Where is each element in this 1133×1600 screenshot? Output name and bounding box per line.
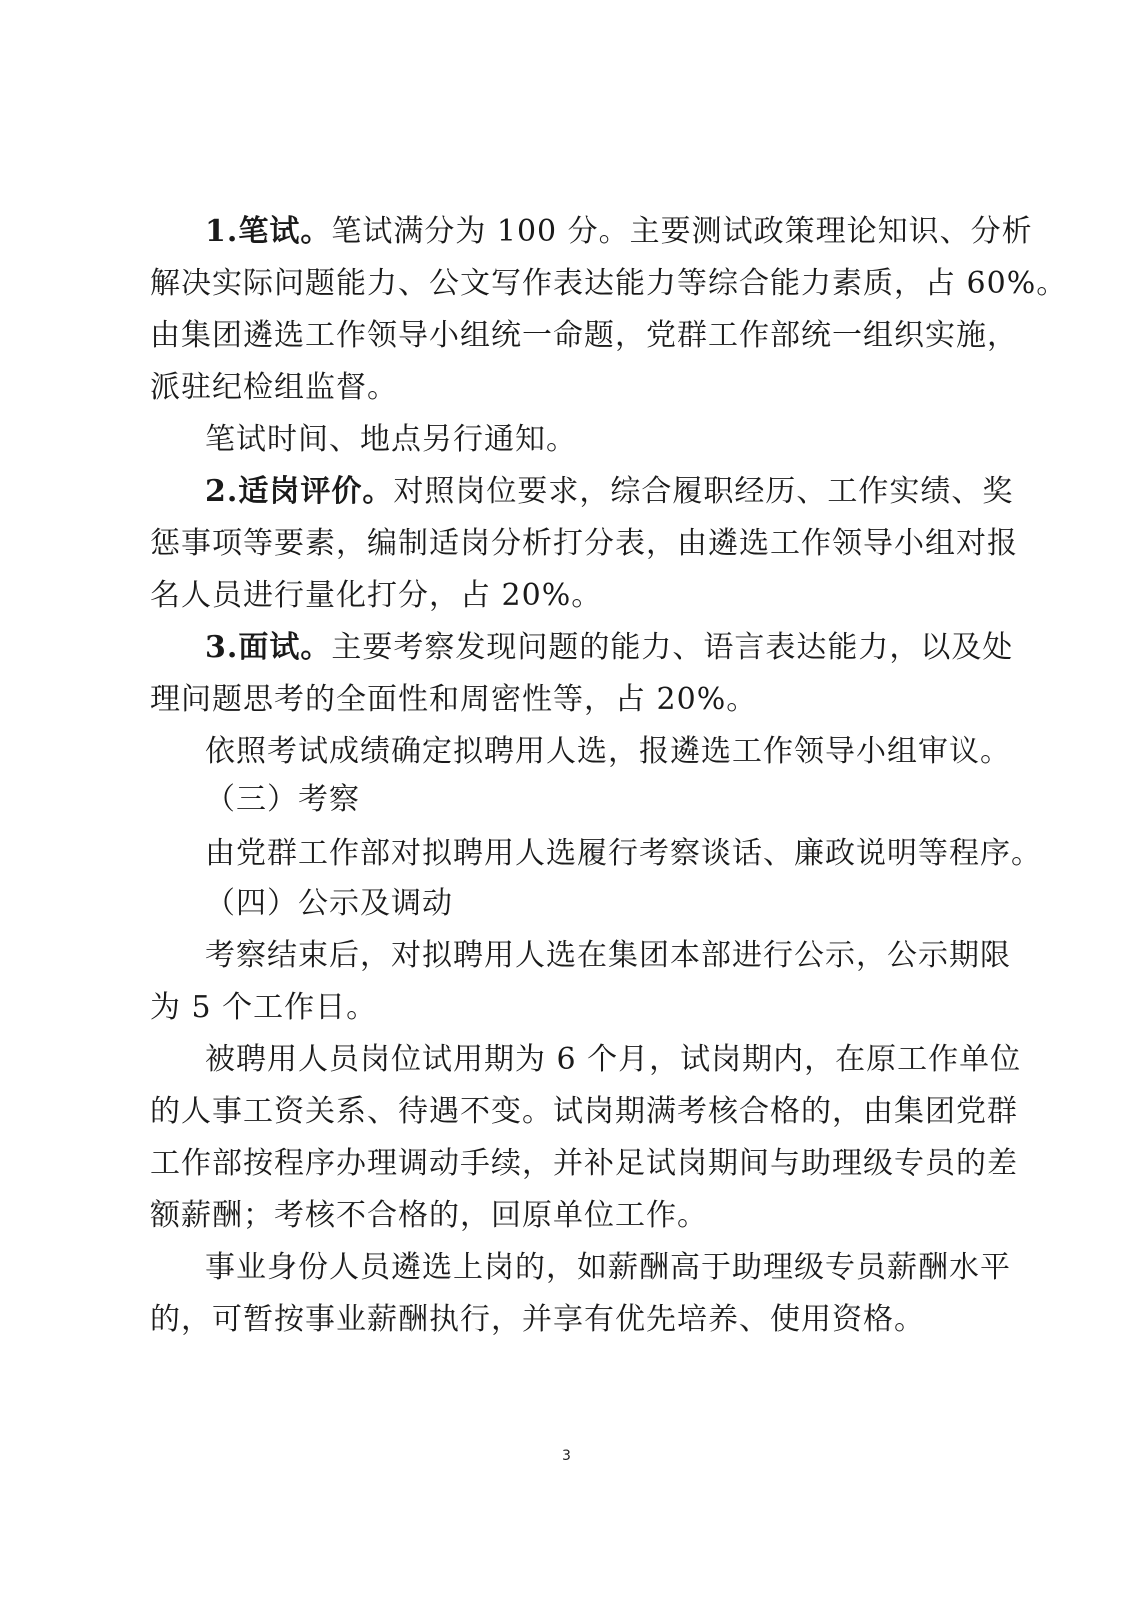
interview-result: 依照考试成绩确定拟聘用人选，报遴选工作领导小组审议。	[205, 734, 1011, 769]
written-exam-heading: 1.笔试。	[205, 214, 332, 249]
inspection-line-1: 由党群工作部对拟聘用人选履行考察谈话、廉政说明等程序。	[205, 836, 1042, 871]
inspection-heading: （三）考察	[205, 782, 360, 817]
written-exam-line-3: 由集团遴选工作领导小组统一命题，党群工作部统一组织实施，	[150, 318, 1018, 353]
written-exam-line-1	[205, 212, 1033, 252]
written-exam-notice: 笔试时间、地点另行通知。	[205, 422, 577, 457]
job-fit-line-2: 惩事项等要素，编制适岗分析打分表，由遴选工作领导小组对报	[150, 526, 1018, 561]
publicity-heading: （四）公示及调动	[205, 886, 453, 921]
publicity-p2-line-1: 被聘用人员岗位试用期为 6 个月，试岗期内，在原工作单位	[205, 1042, 1022, 1077]
written-exam-text-1: 笔试满分为 100 分。主要测试政策理论知识、分析	[331, 214, 1033, 249]
job-fit-line-3: 名人员进行量化打分，占 20%。	[150, 578, 603, 613]
publicity-p3-line-2: 的，可暂按事业薪酬执行，并享有优先培养、使用资格。	[150, 1302, 925, 1337]
publicity-p2-line-4: 额薪酬；考核不合格的，回原单位工作。	[150, 1198, 708, 1233]
publicity-p2-line-3: 工作部按程序办理调动手续，并补足试岗期间与助理级专员的差	[150, 1146, 1018, 1181]
written-exam-line-4: 派驻纪检组监督。	[150, 370, 398, 405]
job-fit-heading: 2.适岗评价。	[205, 474, 394, 509]
interview-line-1	[205, 628, 1014, 668]
interview-line-2: 理问题思考的全面性和周密性等，占 20%。	[150, 682, 758, 717]
written-exam-line-2: 解决实际问题能力、公文写作表达能力等综合能力素质，占 60%。	[150, 266, 1068, 301]
job-fit-text-1: 对照岗位要求，综合履职经历、工作实绩、奖	[393, 474, 1014, 509]
page-number: 3	[562, 1448, 571, 1464]
publicity-p2-line-2: 的人事工资关系、待遇不变。试岗期满考核合格的，由集团党群	[150, 1094, 1018, 1129]
job-fit-line-1	[205, 472, 1014, 512]
publicity-p1-line-2: 为 5 个工作日。	[150, 990, 378, 1025]
interview-heading: 3.面试。	[205, 630, 332, 665]
publicity-p3-line-1: 事业身份人员遴选上岗的，如薪酬高于助理级专员薪酬水平	[205, 1250, 1011, 1285]
publicity-p1-line-1: 考察结束后，对拟聘用人选在集团本部进行公示，公示期限	[205, 938, 1011, 973]
interview-text-1: 主要考察发现问题的能力、语言表达能力，以及处	[331, 630, 1014, 665]
